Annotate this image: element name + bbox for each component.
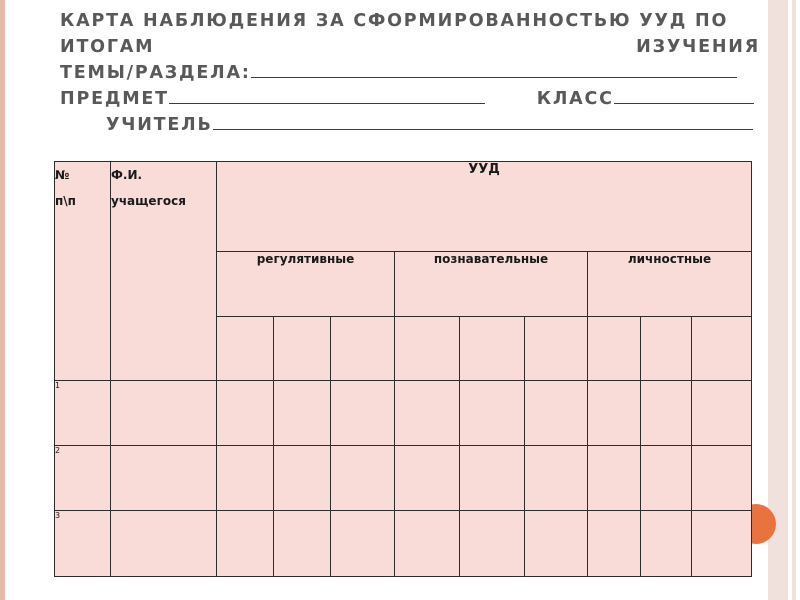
subject-line bbox=[60, 86, 760, 112]
regulatory-header: регулятивные bbox=[217, 252, 395, 317]
title-text-itogam: ИТОГАМ bbox=[60, 37, 155, 57]
uud-header: УУД bbox=[217, 162, 752, 252]
table-cell bbox=[460, 317, 525, 381]
table-cell bbox=[588, 381, 641, 446]
left-border bbox=[0, 0, 5, 600]
personal-header: личностные bbox=[588, 252, 752, 317]
table-cell bbox=[525, 317, 588, 381]
right-border-thin bbox=[792, 0, 796, 600]
teacher-blank bbox=[213, 113, 753, 130]
table-cell bbox=[331, 381, 395, 446]
name-header-line1: Ф.И. bbox=[111, 168, 143, 182]
table-cell bbox=[641, 317, 692, 381]
table-cell bbox=[692, 381, 752, 446]
table-cell bbox=[274, 511, 331, 577]
table-cell bbox=[692, 511, 752, 577]
observation-table bbox=[54, 161, 752, 577]
table-cell bbox=[217, 511, 274, 577]
table-cell bbox=[460, 446, 525, 511]
teacher-line bbox=[60, 112, 760, 138]
row-number: 3 bbox=[55, 511, 111, 577]
table-cell bbox=[588, 446, 641, 511]
class-blank bbox=[614, 87, 754, 104]
table-cell bbox=[692, 446, 752, 511]
subject-blank bbox=[169, 87, 485, 104]
row-number: 2 bbox=[55, 446, 111, 511]
title-line-2 bbox=[60, 34, 760, 60]
table-row bbox=[55, 511, 752, 577]
table-cell bbox=[525, 381, 588, 446]
name-header-line2: учащегося bbox=[111, 194, 186, 208]
table-cell bbox=[331, 511, 395, 577]
cognitive-header: познавательные bbox=[395, 252, 588, 317]
table-row bbox=[55, 381, 752, 446]
table-cell bbox=[692, 317, 752, 381]
number-header-line1: № bbox=[55, 168, 70, 182]
table-cell bbox=[588, 511, 641, 577]
topic-line bbox=[60, 60, 760, 86]
table-cell bbox=[525, 511, 588, 577]
table-cell bbox=[588, 317, 641, 381]
table-cell bbox=[395, 317, 460, 381]
topic-label: ТЕМЫ/РАЗДЕЛА: bbox=[60, 63, 251, 83]
title-text-izucheniya: ИЗУЧЕНИЯ bbox=[636, 37, 760, 57]
teacher-label: УЧИТЕЛЬ bbox=[106, 115, 213, 135]
table-cell bbox=[525, 446, 588, 511]
table-row bbox=[55, 446, 752, 511]
title-text: КАРТА НАБЛЮДЕНИЯ ЗА СФОРМИРОВАННОСТЬЮ УУД ПО bbox=[60, 11, 729, 31]
table-cell bbox=[460, 511, 525, 577]
table-cell bbox=[217, 446, 274, 511]
table-cell bbox=[641, 511, 692, 577]
table-cell bbox=[641, 446, 692, 511]
table-cell bbox=[395, 381, 460, 446]
table-cell bbox=[111, 511, 217, 577]
table-cell bbox=[331, 317, 395, 381]
table-cell bbox=[274, 381, 331, 446]
table-cell bbox=[641, 381, 692, 446]
table-cell bbox=[331, 446, 395, 511]
table-cell bbox=[395, 446, 460, 511]
number-header bbox=[55, 162, 111, 381]
table-cell bbox=[274, 317, 331, 381]
table-cell bbox=[460, 381, 525, 446]
table-cell bbox=[395, 511, 460, 577]
document-header bbox=[60, 8, 760, 138]
table-cell bbox=[217, 381, 274, 446]
title-line-1 bbox=[60, 8, 760, 34]
row-number: 1 bbox=[55, 381, 111, 446]
class-label: КЛАСС bbox=[536, 89, 614, 109]
table-cell bbox=[111, 381, 217, 446]
topic-blank bbox=[251, 61, 737, 78]
table-cell bbox=[274, 446, 331, 511]
subject-label: ПРЕДМЕТ bbox=[60, 89, 169, 109]
table-cell bbox=[217, 317, 274, 381]
table-cell bbox=[111, 446, 217, 511]
name-header bbox=[111, 162, 217, 381]
number-header-line2: п\п bbox=[55, 194, 76, 208]
